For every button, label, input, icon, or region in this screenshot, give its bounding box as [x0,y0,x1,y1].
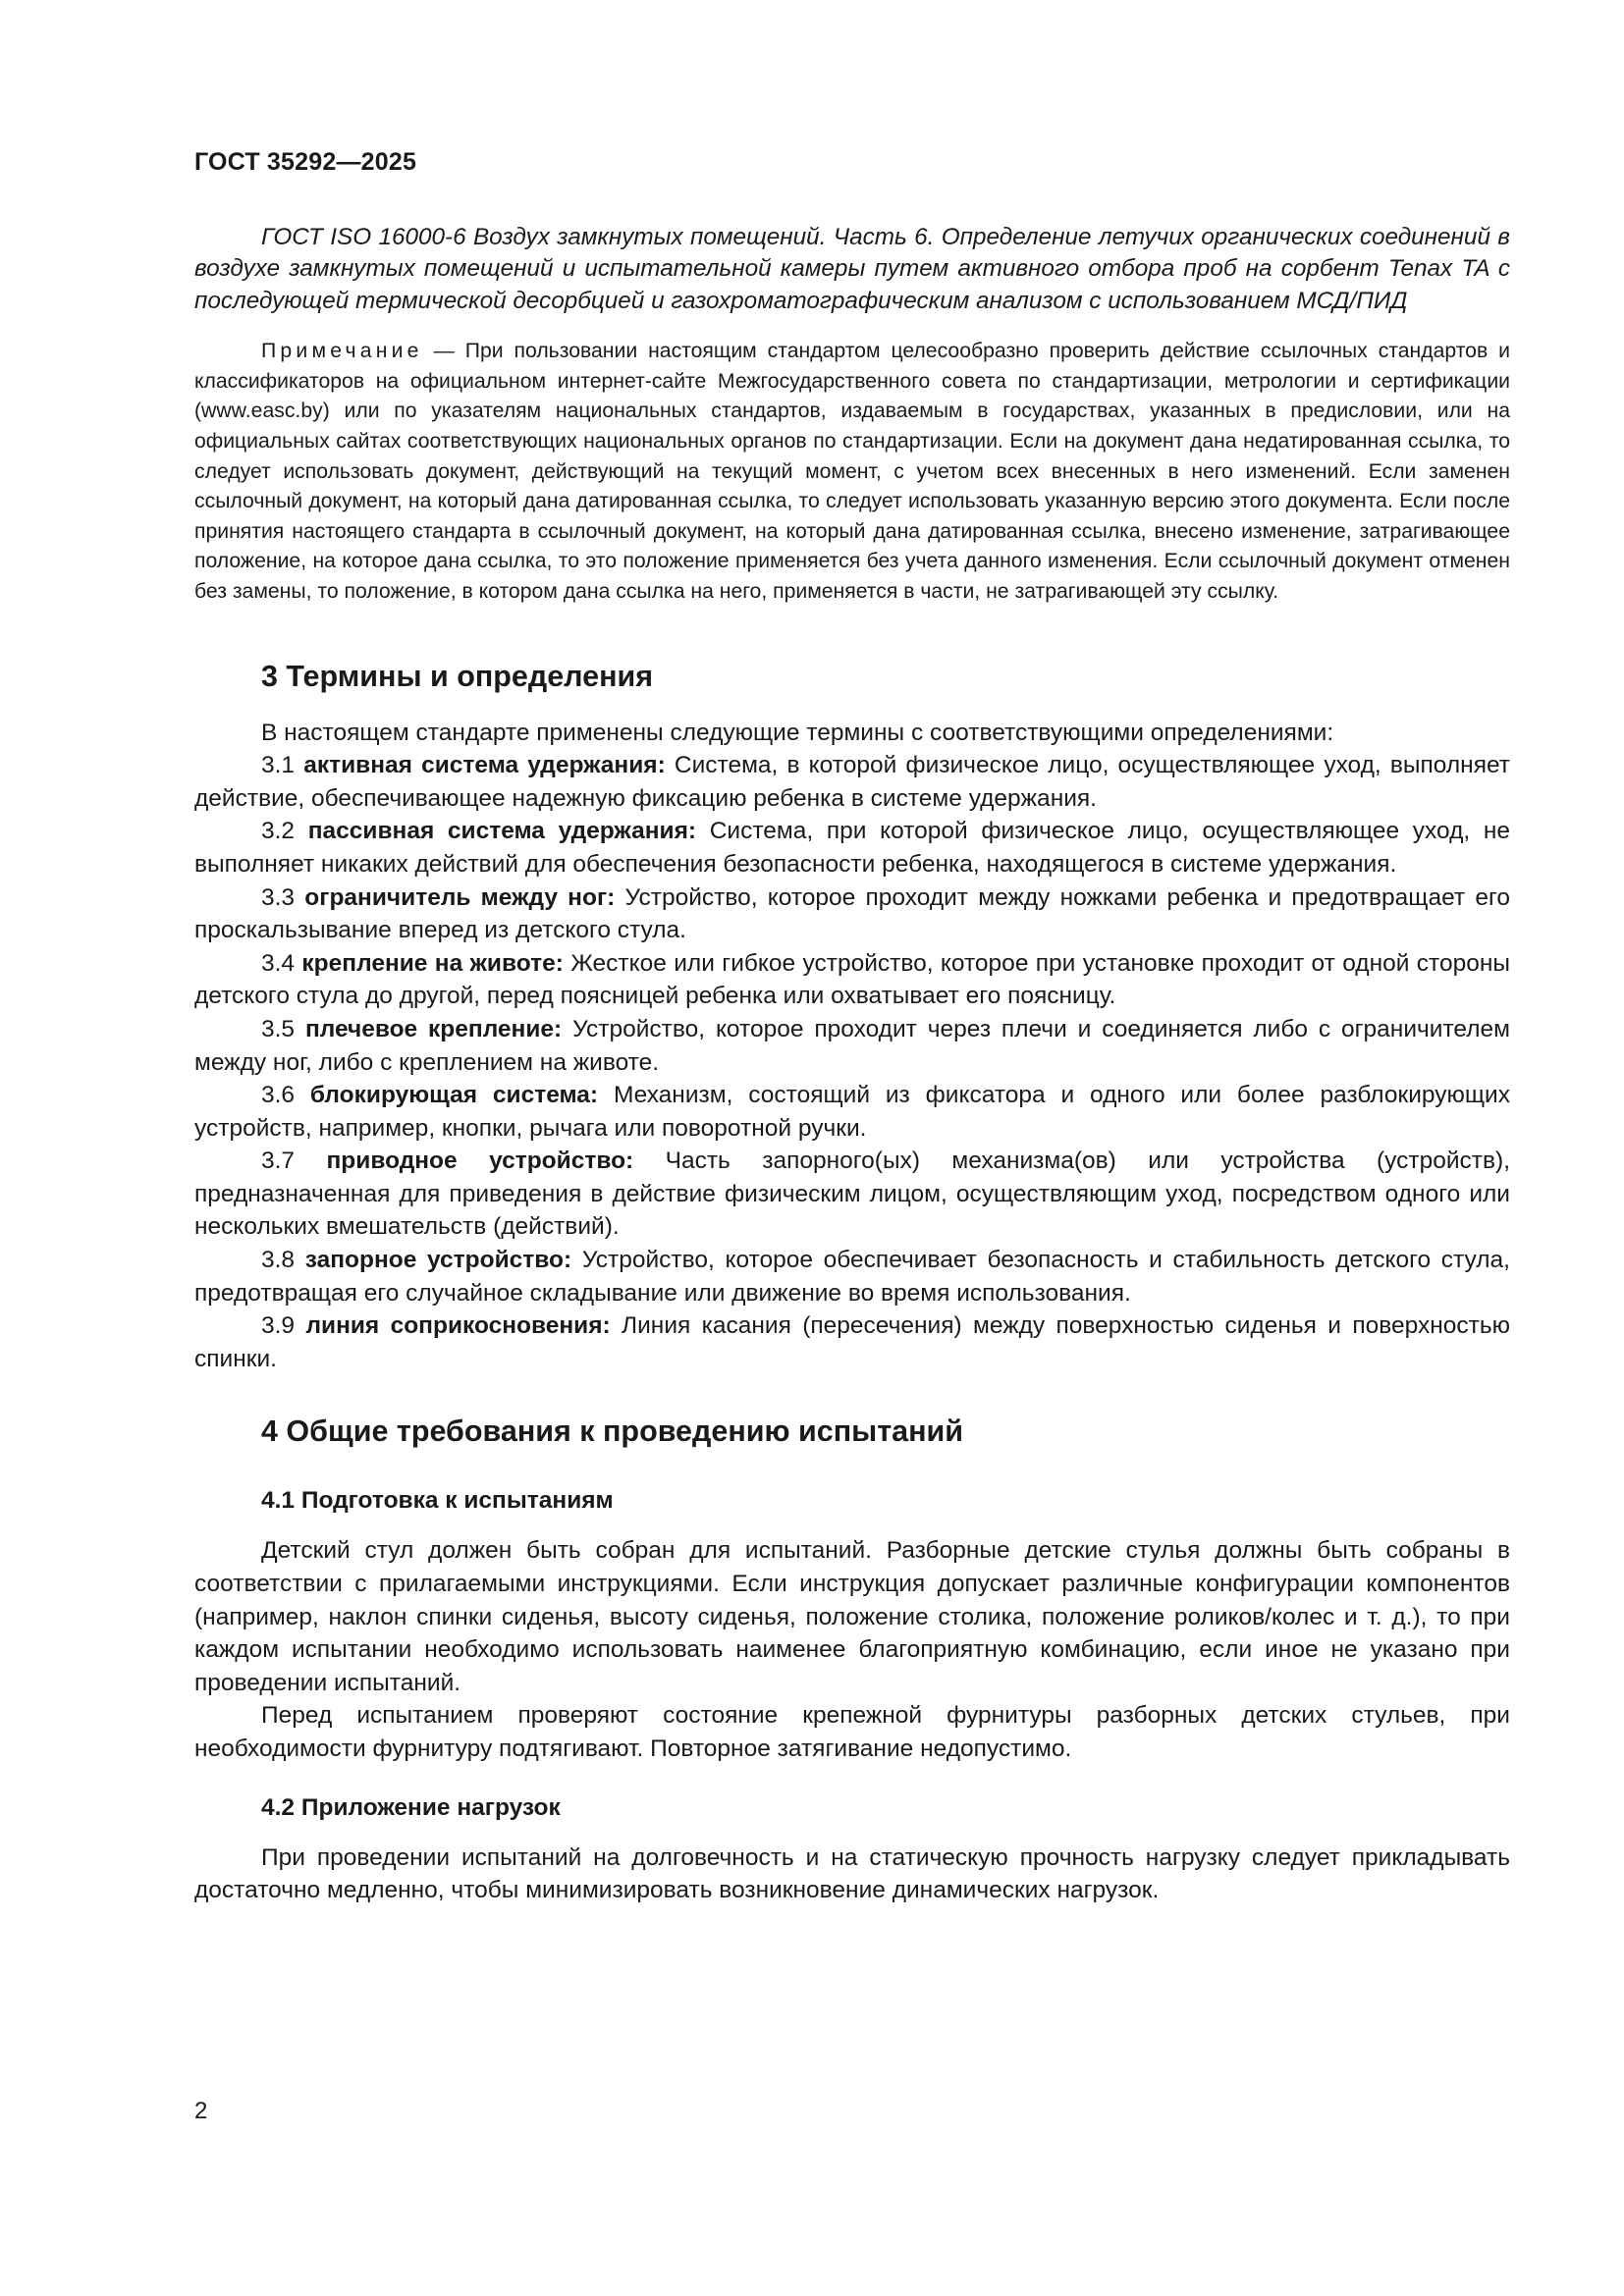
term-definition: Система, при которой физическое лицо, осуществляющее уход, не выполняет никаких действий для обеспечения безопасности ребенка, находящегося в системе удержания. [194,818,1510,878]
term-number: 3.3 [261,883,305,911]
term-number: 3.2 [261,818,308,845]
term-3-9 [194,1309,1510,1375]
term-name: блокирующая система: [309,1082,599,1109]
term-name: активная система удержания: [303,752,666,779]
term-name: запорное устройство: [304,1247,572,1274]
term-definition: Линия касания (пересечения) между поверхностью сиденья и поверхностью спинки. [194,1312,1510,1372]
term-number: 3.7 [261,1148,327,1175]
term-3-2 [194,815,1510,881]
subsection-4-1-paragraph-1: Детский стул должен быть собран для испытаний. Разборные детские стулья должны быть собраны в соответствии с прилагаемыми инструкциями. Если инструкция допускает различные конфигурации компонентов (например, наклон спинки сиденья, высоту сиденья, положение столика, положение роликов/колес и т. д.), то при каждом испытании необходимо использовать наименее благоприятную комбинацию, если иное не указано при проведении испытаний. [194,1537,1510,1696]
subsection-4-2-title: 4.2 Приложение нагрузок [261,1793,561,1821]
term-definition: Жесткое или гибкое устройство, которое при установке проходит от одной стороны детского стула до другой, перед поясницей ребенка или охватывает его поясницу. [194,949,1510,1010]
page-content [194,222,1510,1907]
term-name: линия соприкосновения: [305,1312,611,1340]
section-3-intro: В настоящем стандарте применены следующие термины с соответствующими определениями: [261,719,1334,746]
normative-reference-item: ГОСТ ISO 16000-6 Воздух замкнутых помещений. Часть 6. Определение летучих органических соединений в воздухе замкнутых помещений и испытательной камеры путем активного отбора проб на сорбент Tenax TA с последующей термической десорбцией и газохроматографическим анализом с использованием МСД/ПИД [194,224,1510,314]
section-4-title: 4 Общие требования к проведению испытаний [261,1415,964,1449]
standard-code-header: ГОСТ 35292—2025 [194,148,417,176]
note-text: — При пользовании настоящим стандартом целесообразно проверить действие ссылочных стандартов и классификаторов на официальном интернет-сайте Межгосударственного совета по стандартизации, метрологии и сертификации (www.easc.by) или по указателям национальных стандартов, издаваемым в государствах, указанных в предисловии, или на официальных сайтах соответствующих национальных органов по стандартизации. Если на документ дана недатированная ссылка, то следует использовать документ, действующий на текущий момент, с учетом всех внесенных в него изменений. Если заменен ссылочный документ, на который дана датированная ссылка, то следует использовать указанную версию этого документа. Если после принятия настоящего стандарта в ссылочный документ, на который дана датированная ссылка, внесено изменение, затрагивающее положение, на которое дана ссылка, то это положение применяется без учета данного изменения. Если ссылочный документ отменен без замены, то положение, в котором дана ссылка на него, применяется в части, не затрагивающей эту ссылку. [194,340,1510,603]
term-name: пассивная система удержания: [307,818,697,845]
page-number: 2 [194,2098,208,2124]
term-3-1 [194,749,1510,815]
term-name: приводное устройство: [326,1148,634,1175]
term-name: ограничитель между ног: [304,883,616,911]
note-label: Примечание [261,340,423,363]
term-definition: Часть запорного(ых) механизма(ов) или устройства (устройств), предназначенная для приведения в действие физическим лицом, осуществляющим уход, посредством одного или нескольких вмешательств (действий). [194,1148,1510,1241]
term-3-3 [194,881,1510,947]
term-number: 3.8 [261,1247,305,1274]
subsection-4-1-title: 4.1 Подготовка к испытаниям [261,1487,614,1515]
term-number: 3.1 [261,752,304,779]
term-definition: Механизм, состоящий из фиксатора и одного или более разблокирующих устройств, например, кнопки, рычага или поворотной ручки. [194,1082,1510,1142]
term-3-4 [194,947,1510,1013]
term-definition: Устройство, которое обеспечивает безопасность и стабильность детского стула, предотвращая его случайное складывание или движение во время использования. [194,1247,1510,1307]
term-3-6 [194,1079,1510,1145]
term-number: 3.6 [261,1082,310,1109]
term-3-8 [194,1244,1510,1309]
note-paragraph [194,337,1510,607]
section-3-title: 3 Термины и определения [261,659,654,693]
term-number: 3.5 [261,1015,305,1042]
subsection-4-1-paragraph-2: Перед испытанием проверяют состояние крепежной фурнитуры разборных детских стульев, при необходимости фурнитуру подтягивают. Повторное затягивание недопустимо. [194,1702,1510,1762]
term-number: 3.4 [261,949,302,977]
term-name: крепление на животе: [301,949,564,977]
term-3-7 [194,1145,1510,1244]
subsection-4-2-paragraph-1: При проведении испытаний на долговечность и на статическую прочность нагрузку следует прикладывать достаточно медленно, чтобы минимизировать возникновение динамических нагрузок. [194,1843,1510,1904]
term-3-5 [194,1013,1510,1079]
term-definition: Устройство, которое проходит через плечи и соединяется либо с ограничителем между ног, либо с креплением на животе. [194,1015,1510,1076]
term-name: плечевое крепление: [304,1015,563,1042]
term-definition: Система, в которой физическое лицо, осуществляющее уход, выполняет действие, обеспечивающее надежную фиксацию ребенка в системе удержания. [194,752,1510,812]
term-number: 3.9 [261,1312,306,1340]
term-definition: Устройство, которое проходит между ножками ребенка и предотвращает его проскальзывание вперед из детского стула. [194,883,1510,944]
